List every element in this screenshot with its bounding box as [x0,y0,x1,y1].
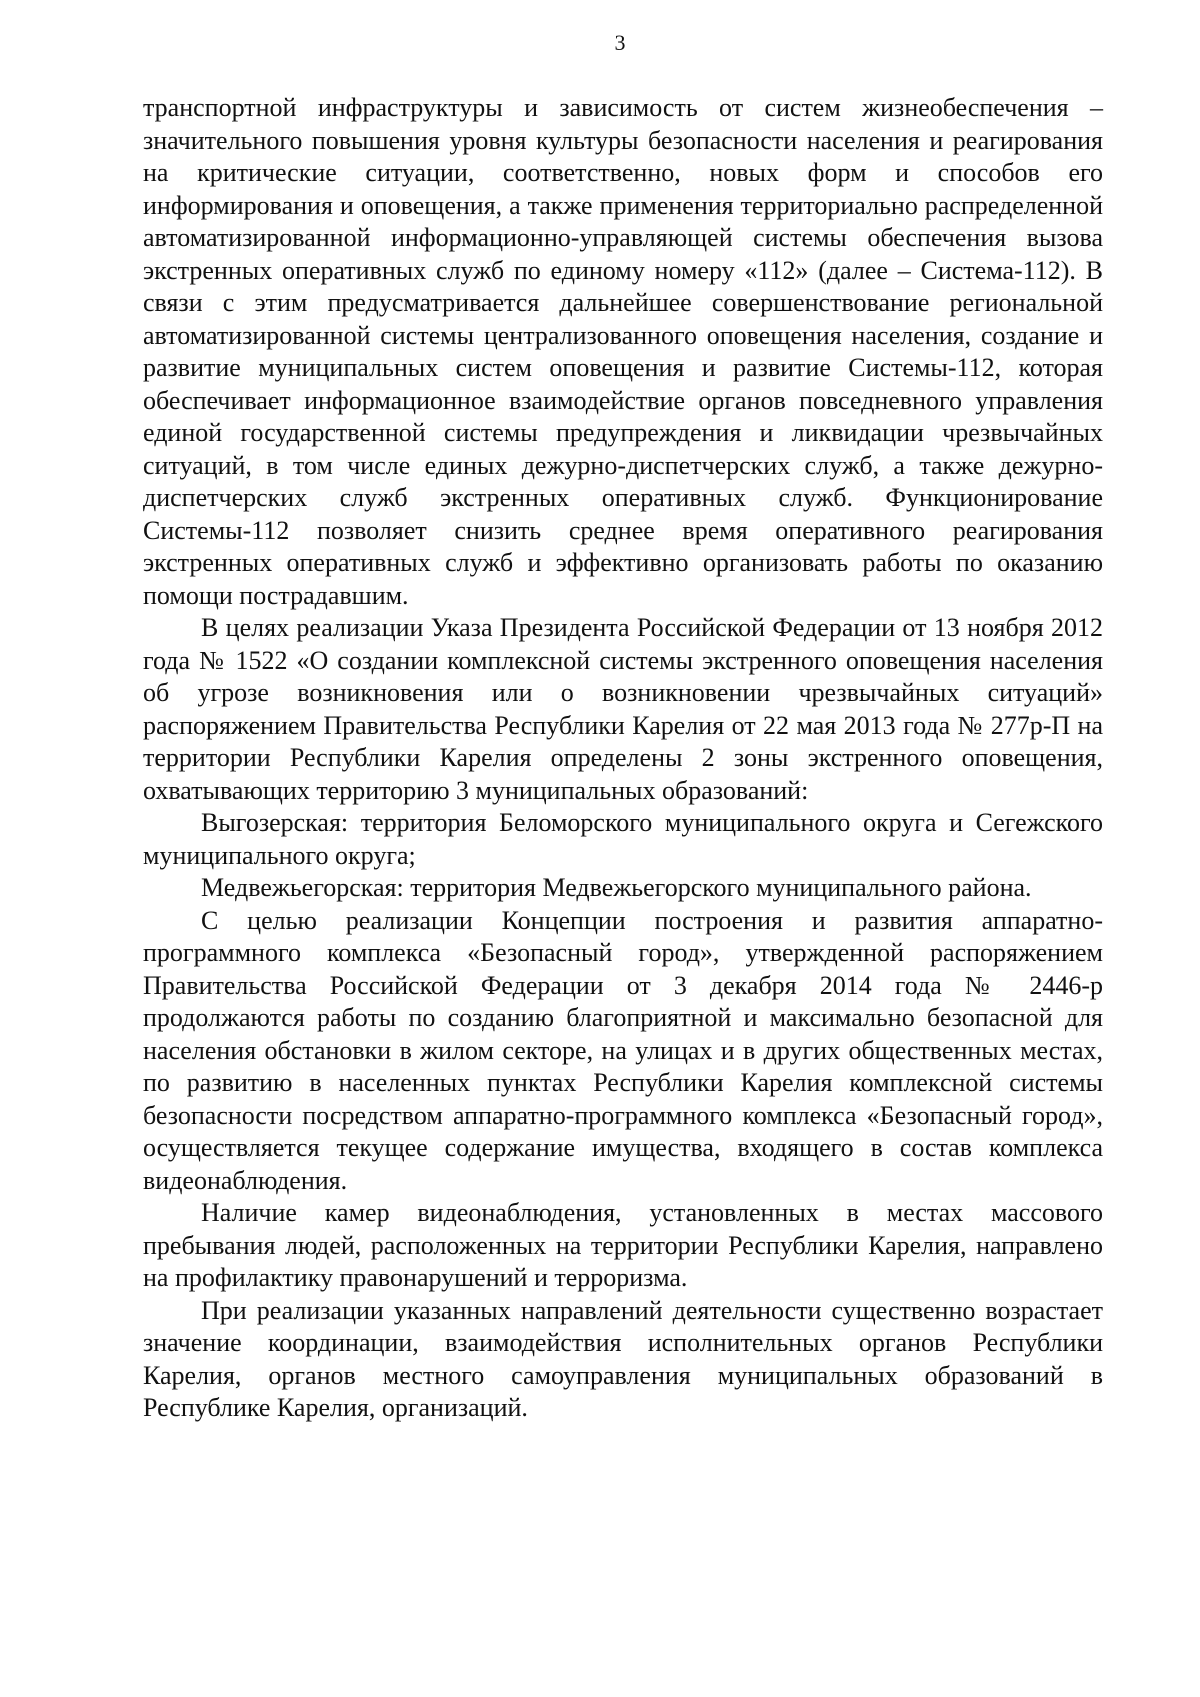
page-number: 3 [614,30,626,55]
paragraph-safe-city-concept: С целью реализации Концепции построения и развития аппаратно-программного комплекса «Безопасный город», утвержденной распоряжением Правительства Российской Федерации от 3 декабря 2014 года № 2446-р продолжаются работы по созданию благоприятной и максимально безопасной для населения обстановки в жилом секторе, на улицах и в других общественных местах, по развитию в населенных пунктах Республики Карелия комплексной системы безопасности посредством аппаратно-программного комплекса «Безопасный город», осуществляется текущее содержание имущества, входящего в состав комплекса видеонаблюдения. [143,905,1103,1195]
document-body [143,92,1103,1425]
paragraph-continuation: транспортной инфраструктуры и зависимость от систем жизнеобеспечения – значительного повышения уровня культуры безопасности населения и реагирования на критические ситуации, соответственно, новых форм и способов его информирования и оповещения, а также применения территориально распределенной автоматизированной информационно-управляющей системы обеспечения вызова экстренных оперативных служб по единому номеру «112» (далее – Система-112). В связи с этим предусматривается дальнейшее совершенствование региональной автоматизированной системы централизованного оповещения населения, создание и развитие муниципальных систем оповещения и развитие Системы-112, которая обеспечивает информационное взаимодействие органов повседневного управления единой государственной системы предупреждения и ликвидации чрезвычайных ситуаций, в том числе единых дежурно-диспетчерских служб, а также дежурно-диспетчерских служб экстренных оперативных служб. Функционирование Системы-112 позволяет снизить среднее время оперативного реагирования экстренных оперативных служб и эффективно организовать работы по оказанию помощи пострадавшим. [143,93,1103,610]
paragraph-video-surveillance: Наличие камер видеонаблюдения, установленных в местах массового пребывания людей, расположенных на территории Республики Карелия, направлено на профилактику правонарушений и терроризма. [143,1198,1103,1292]
paragraph-vygozerskaya-zone: Выгозерская: территория Беломорского муниципального округа и Сегежского муниципального округа; [143,808,1103,870]
paragraph-medvezhyegorskaya-zone: Медвежьегорская: территория Медвежьегорского муниципального района. [201,873,1032,902]
paragraph-emergency-warning-zones: В целях реализации Указа Президента Российской Федерации от 13 ноября 2012 года № 1522 «О создании комплексной системы экстренного оповещения населения об угрозе возникновения или о возникновении чрезвычайных ситуаций» распоряжением Правительства Республики Карелия от 22 мая 2013 года № 277р-П на территории Республики Карелия определены 2 зоны экстренного оповещения, охватывающих территорию 3 муниципальных образований: [143,613,1103,805]
paragraph-coordination: При реализации указанных направлений деятельности существенно возрастает значение координации, взаимодействия исполнительных органов Республики Карелия, органов местного самоуправления муниципальных образований в Республике Карелия, организаций. [143,1295,1103,1422]
